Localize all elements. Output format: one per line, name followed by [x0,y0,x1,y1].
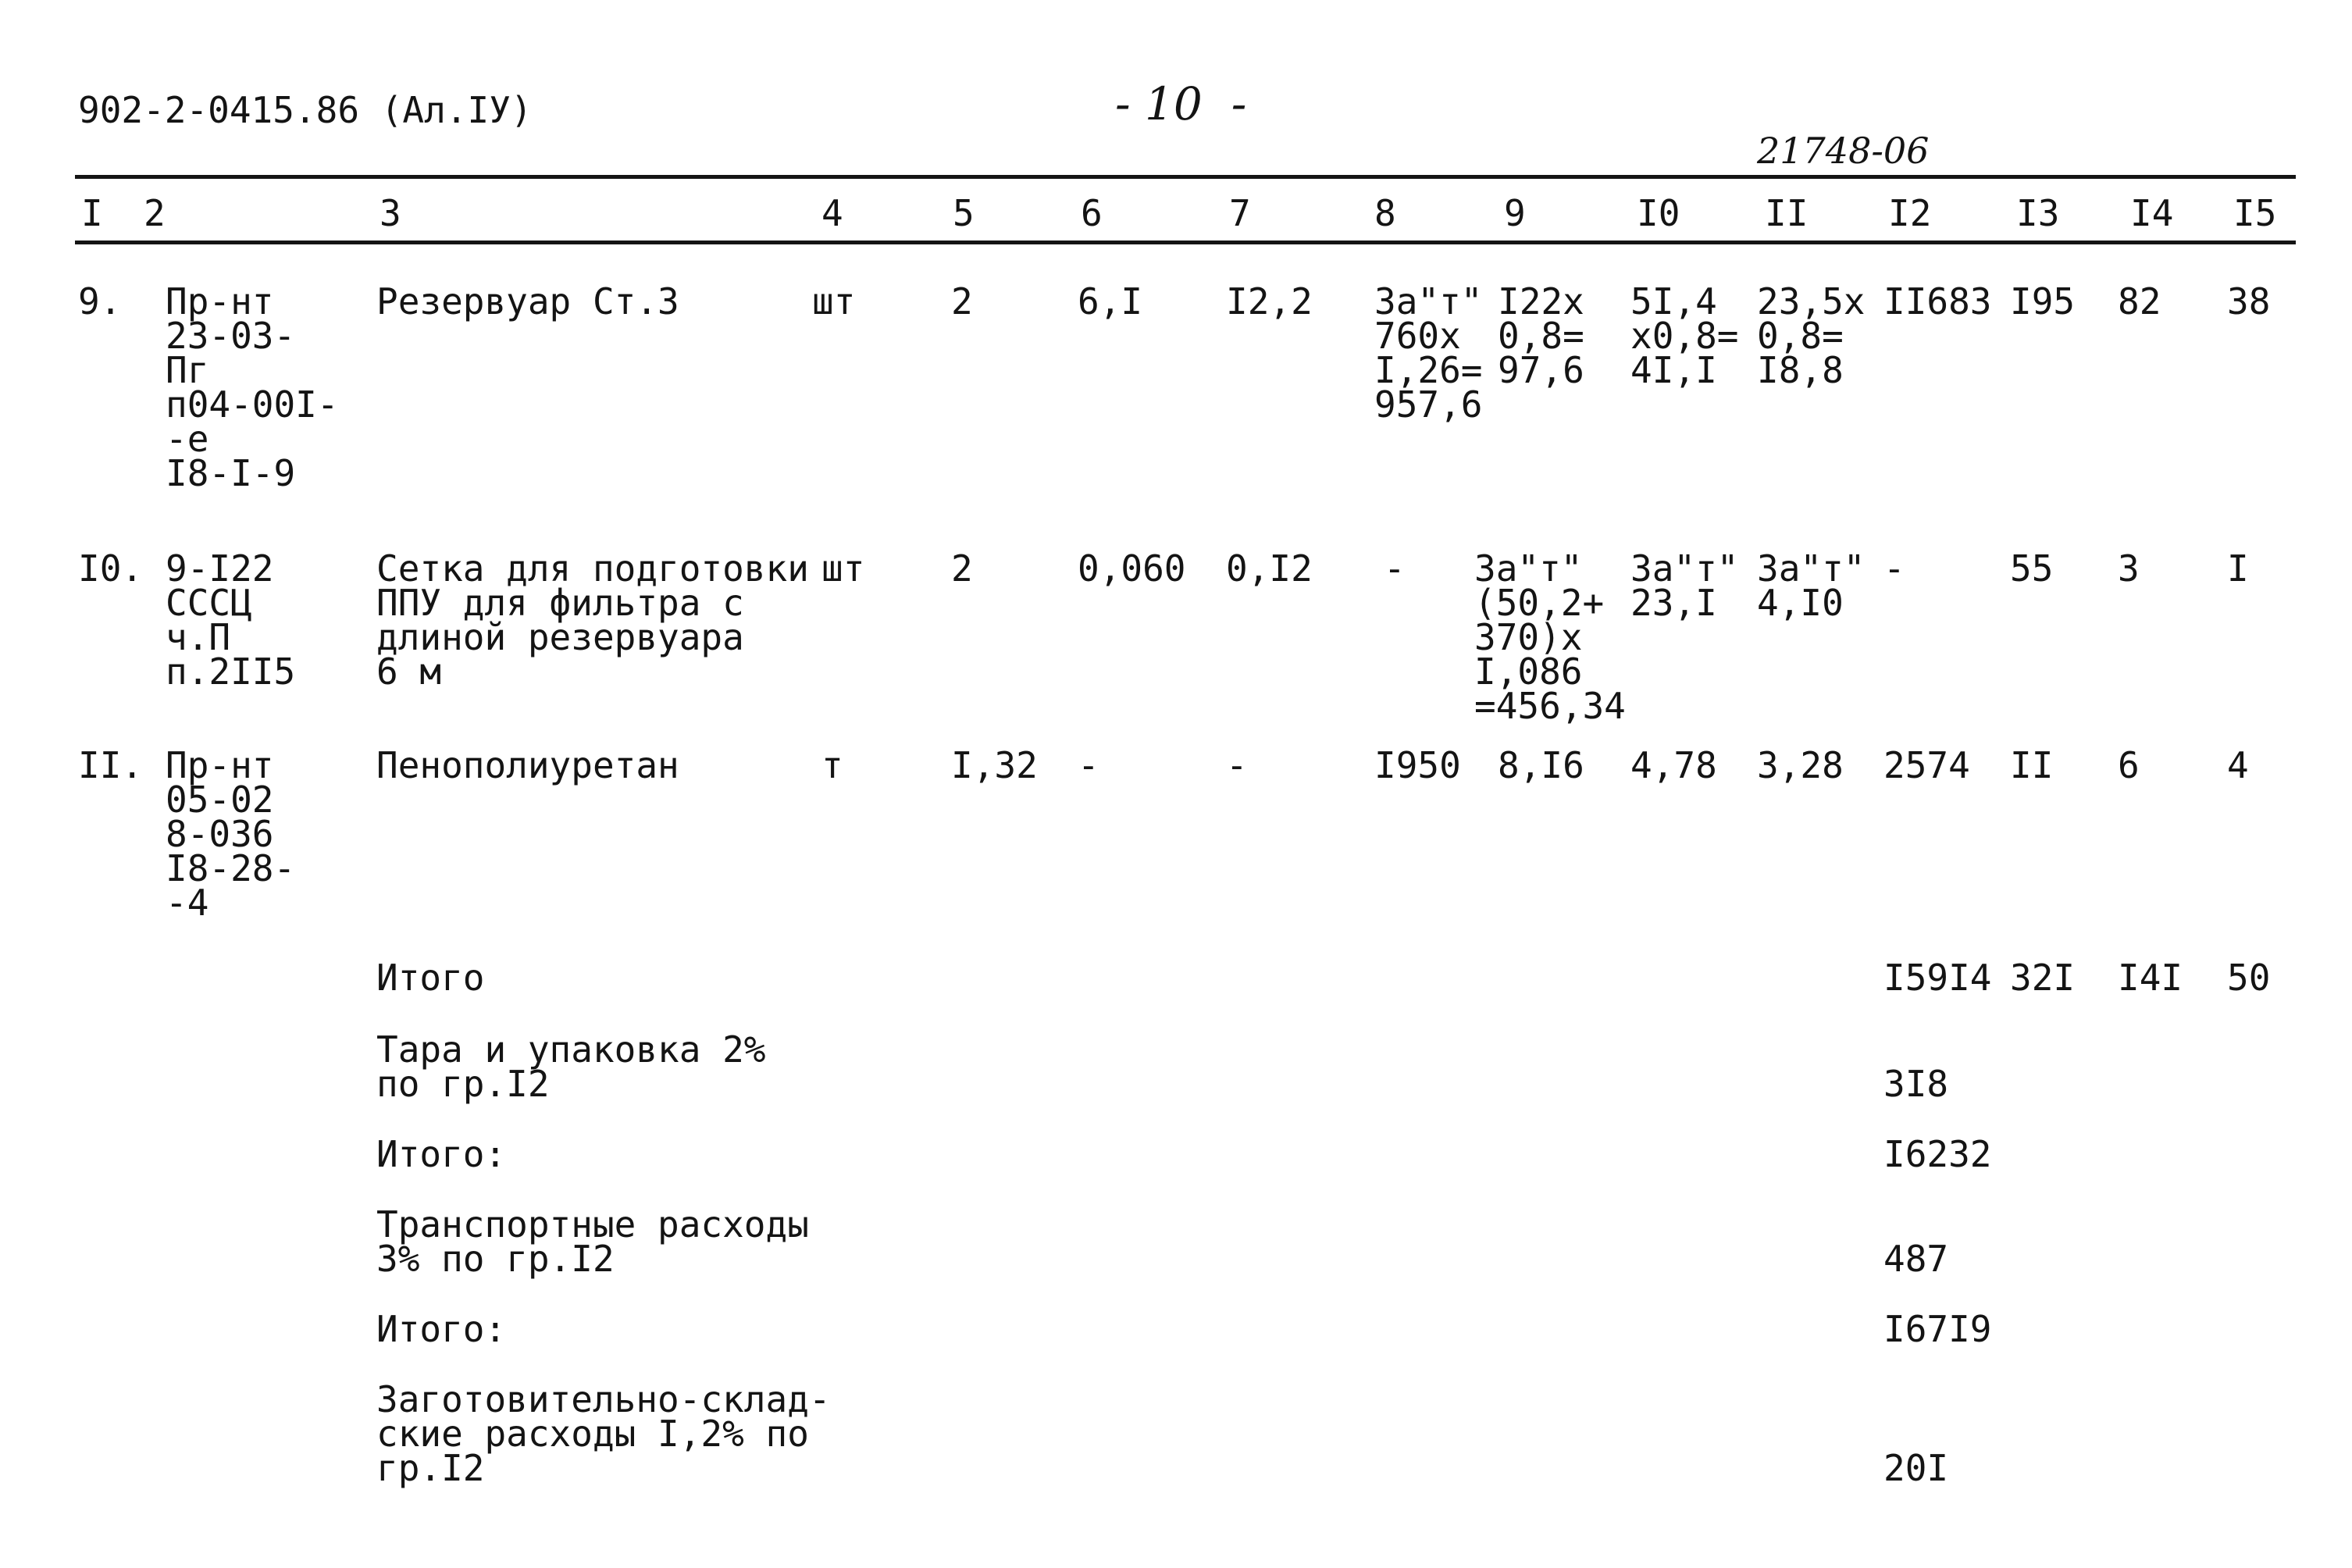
total-label: Тара и упаковка 2% по гр.I2 [376,1028,766,1105]
row-col13: II [2010,744,2054,786]
row-code: Пр-нт 23-03- Пг п04-00I- -е I8-I-9 [166,280,339,494]
column-header: 6 [1081,192,1103,234]
row-qty: I,32 [951,744,1038,786]
column-header: I0 [1637,192,1680,234]
total-label: Итого: [376,1133,507,1175]
row-col13: 55 [2010,547,2054,590]
column-header: I [81,192,103,234]
row-col9: I22х 0,8= 97,6 [1498,280,1584,391]
row-weight-total: 0,I2 [1226,547,1313,590]
total-label: Заготовительно-склад- ские расходы I,2% по гр.I2 [376,1378,831,1489]
row-col15: 4 [2227,744,2249,786]
row-unit: шт [812,280,856,323]
row-col14: 82 [2118,280,2161,323]
column-header: II [1765,192,1809,234]
total-label: Итого: [376,1308,507,1350]
row-col14: 3 [2118,547,2140,590]
row-name: Сетка для подготовки ППУ для фильтра с длиной резервуара 6 м [376,547,809,693]
page-number: - 10 - [1115,77,1247,130]
row-weight-unit: 6,I [1078,280,1143,323]
row-col9: 8,I6 [1498,744,1584,786]
row-weight-total: - [1226,744,1248,786]
row-weight-unit: - [1078,744,1099,786]
column-header: 2 [144,192,166,234]
table-top-rule [75,175,2296,179]
column-header: 7 [1229,192,1251,234]
column-header: I5 [2233,192,2277,234]
total-col13: 32I [2010,957,2076,999]
row-col10: 4,78 [1630,744,1717,786]
total-col12: 3I8 [1883,1063,1949,1105]
column-header: 9 [1504,192,1526,234]
row-col14: 6 [2118,744,2140,786]
total-col14: I4I [2118,957,2183,999]
total-col12: I6232 [1883,1133,1992,1175]
document-code: 902-2-0415.86 (Ал.IУ) [78,89,533,131]
row-col12: 2574 [1883,744,1970,786]
total-label: Транспортные расходы 3% по гр.I2 [376,1203,809,1280]
row-col13: I95 [2010,280,2076,323]
row-col12: II683 [1883,280,1992,323]
row-col10: 5I,4 х0,8= 4I,I [1630,280,1739,391]
table-header-rule [75,241,2296,244]
column-header: 4 [821,192,843,234]
row-weight-total: I2,2 [1226,280,1313,323]
row-col11: 3а"т" 4,I0 [1757,547,1866,624]
column-header: 8 [1374,192,1396,234]
row-code: 9-I22 СССЦ ч.П п.2II5 [166,547,296,693]
column-header: 3 [380,192,401,234]
row-col12: - [1883,547,1905,590]
column-header: I2 [1888,192,1932,234]
row-unit: шт [821,547,865,590]
row-col8: I950 [1374,744,1461,786]
total-col12: I59I4 [1883,957,1992,999]
row-col10: 3а"т" 23,I [1630,547,1739,624]
row-number: II. [78,744,144,786]
row-name: Резервуар Ст.3 [376,280,679,323]
total-col12: 487 [1883,1238,1949,1280]
row-qty: 2 [951,280,973,323]
row-col11: 23,5х 0,8= I8,8 [1757,280,1866,391]
total-col15: 50 [2227,957,2271,999]
row-col9: 3а"т" (50,2+ 370)х I,086 =456,34 [1474,547,1626,727]
row-name: Пенополиуретан [376,744,679,786]
row-weight-unit: 0,060 [1078,547,1186,590]
row-col11: 3,28 [1757,744,1844,786]
row-col8: - [1384,547,1406,590]
row-qty: 2 [951,547,973,590]
row-col8: 3а"т" 760х I,26= 957,6 [1374,280,1483,426]
row-number: 9. [78,280,122,323]
total-col12: I67I9 [1883,1308,1992,1350]
column-header: I4 [2130,192,2174,234]
total-label: Итого [376,957,485,999]
row-code: Пр-нт 05-02 8-036 I8-28- -4 [166,744,296,924]
row-col15: 38 [2227,280,2271,323]
column-header: I3 [2016,192,2060,234]
row-number: I0. [78,547,144,590]
column-header: 5 [953,192,975,234]
row-unit: т [821,744,843,786]
total-col12: 20I [1883,1447,1949,1489]
registration-number: 21748-06 [1757,130,1930,172]
row-col15: I [2227,547,2249,590]
